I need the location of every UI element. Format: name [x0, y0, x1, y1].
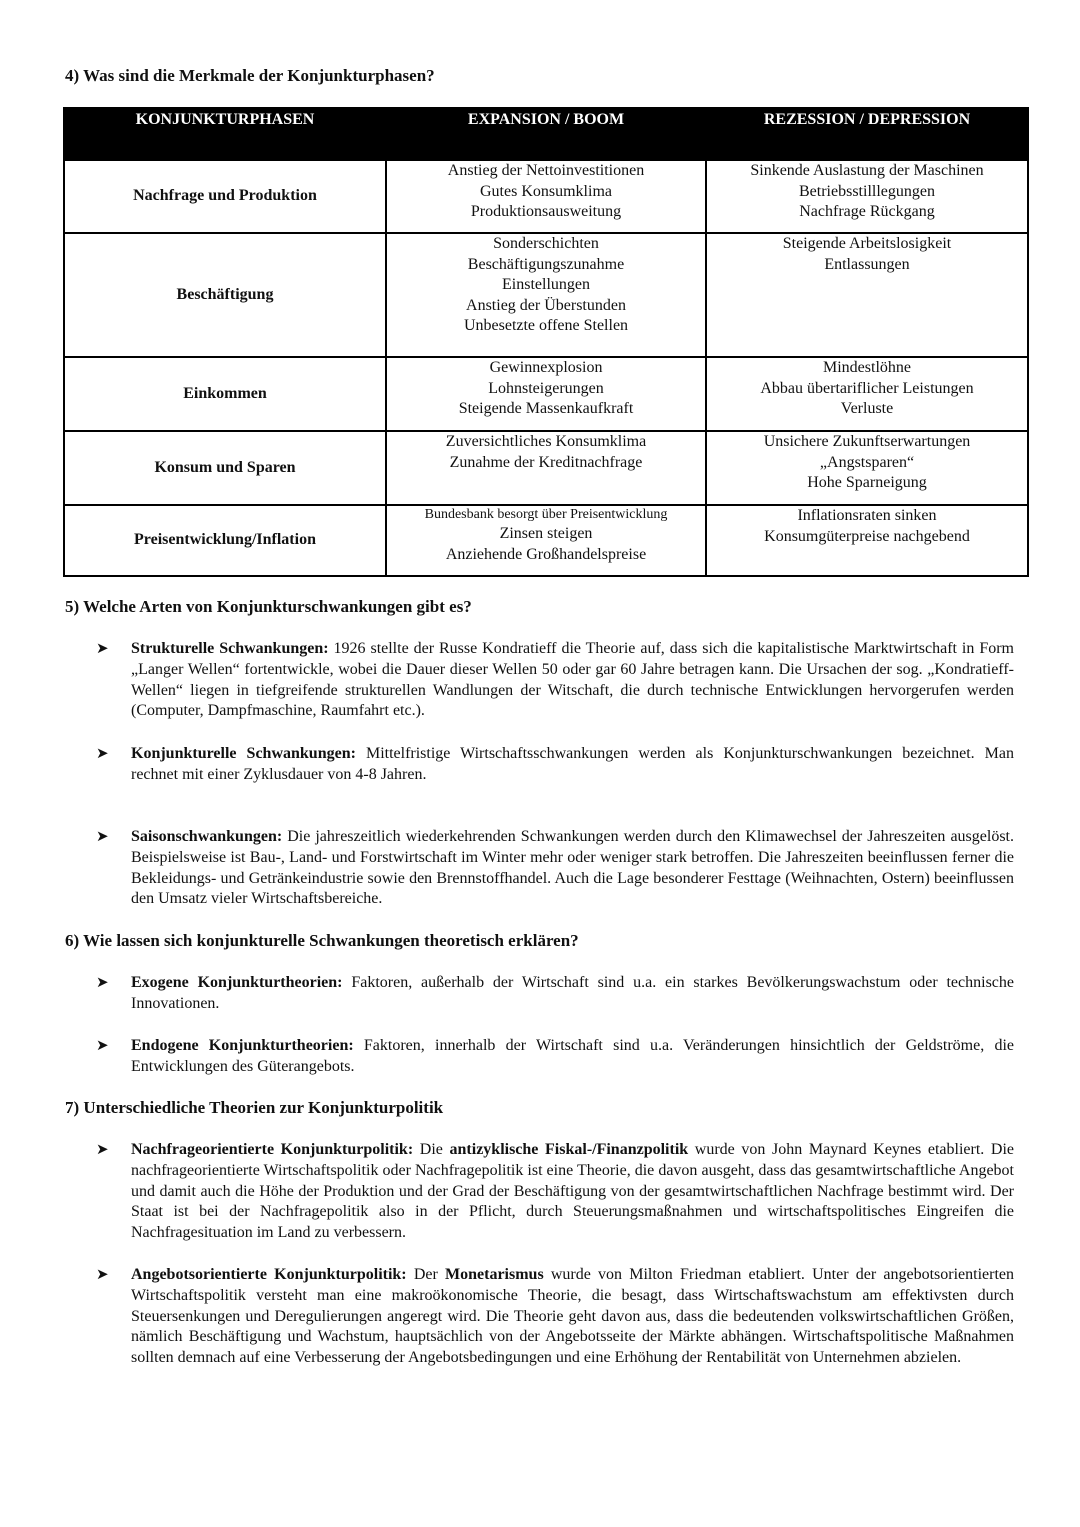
cell-line: Verluste [840, 400, 894, 417]
row-label: Einkommen [64, 357, 386, 431]
item-term: Strukturelle Schwankungen: [131, 640, 329, 657]
cell-line: Bundesbank besorgt über Preisentwicklung [424, 507, 668, 522]
item-pre: Der [406, 1266, 446, 1283]
cell-line: Unbesetzte offene Stellen [463, 317, 629, 334]
table-row [64, 505, 1028, 576]
cell-line: Gutes Konsumklima [480, 182, 612, 200]
boom-cell [386, 357, 706, 431]
cell-line: Sonderschichten [493, 235, 599, 252]
row-label: Preisentwicklung/Inflation [64, 505, 386, 576]
arrow-bullet-icon: ➤ [96, 1038, 109, 1054]
list-item [96, 744, 1014, 786]
cell-line: Abbau übertariflicher Leistungen [760, 379, 974, 397]
row-label: Beschäftigung [64, 233, 386, 357]
item-term: Nachfrageorientierte Konjunkturpolitik: [131, 1141, 414, 1158]
table-row [64, 357, 1028, 431]
cell-line: Anziehende Großhandelspreise [445, 545, 647, 563]
item-text: Die jahreszeitlich wiederkehrenden Schwankungen werden durch den Klimawechsel der Jahreszeiten ausgelöst. Beispielsweise ist Bau-, Land- und Forstwirtschaft im Winter mehr oder weniger stark betroffen. Die Jahreszeiten beeinflussen ferner die Bekleidungs- und Getränkeindustrie sowie den Brennstoffhandel. Auch die Lage besonderer Festtage (Weihnachten, Ostern) beeinflussen den Umsatz vieler Wirtschaftsbereiche. [131, 828, 1014, 908]
arrow-bullet-icon: ➤ [96, 1267, 109, 1283]
item-term: Angebotsorientierte Konjunkturpolitik: [131, 1266, 407, 1283]
cell-line: Entlassungen [824, 255, 910, 273]
item-text: Faktoren, außerhalb der Wirtschaft sind u.a. ein starkes Bevölkerungswachstum oder technische Innovationen. [131, 974, 1014, 1012]
item-pre: Die [413, 1141, 450, 1158]
cell-line: Sinkende Auslastung der Maschinen [750, 162, 984, 179]
item-text: Faktoren, innerhalb der Wirtschaft sind u.a. Veränderungen hinsichtlich der Geldströme, die Entwicklungen des Güterangebots. [131, 1037, 1014, 1075]
item-bold-term: Monetarismus [445, 1266, 544, 1283]
item-text: 1926 stellte der Russe Kondratieff die Theorie auf, dass sich die kapitalistische Marktwirtschaft in Form „Langer Wellen“ fortentwickle, wobei die Dauer dieser Wellen 50 oder gar 60 Jahre betragen kann. Die Ursachen der sog. „Kondratieff-Wellen“ liegen in tiefgreifende strukturellen Wandlungen der Witschaft, die durch technische Entwicklungen hervorgerufen werden (Computer, Dampfmaschine, Raumfahrt etc.). [131, 640, 1014, 720]
header-expansion-boom: EXPANSION / BOOM [386, 108, 706, 160]
cell-line: Steigende Massenkaufkraft [458, 400, 634, 417]
item-bold-term: antizyklische Fiskal-/Finanzpolitik [449, 1141, 689, 1158]
row-label: Nachfrage und Produktion [64, 160, 386, 233]
cell-line: Steigende Arbeitslosigkeit [782, 235, 952, 252]
table-header-row [64, 108, 1028, 160]
rezession-cell [706, 233, 1028, 357]
item-text: wurde von John Maynard Keynes etabliert. Die nachfrageorientierte Wirtschaftspolitik oder Nachfragepolitik ist eine Theorie, die davon ausgeht, dass das gesamtwirtschaftliche Angebot und damit auch die Höhe der Produktion und der Grad der Beschäftigung von der gesamtwirtschaftlichen Nachfrage bestimmt wird. Der Staat ist bei der Nachfragepolitik also in der Pflicht, durch Steuerungsmaßnahmen und wirtschaftspolitisches Eingreifen die Nachfragesituation im Land zu verbessern. [131, 1141, 1015, 1242]
row-label: Konsum und Sparen [64, 431, 386, 505]
table-row [64, 431, 1028, 505]
heading-q5: 5) Welche Arten von Konjunkturschwankungen gibt es? [65, 597, 472, 616]
cell-line: Gewinnexplosion [489, 359, 603, 376]
list-item [96, 1140, 1014, 1244]
header-konjunkturphasen: KONJUNKTURPHASEN [64, 108, 386, 160]
cell-line: Konsumgüterpreise nachgebend [764, 527, 970, 545]
rezession-cell [706, 160, 1028, 233]
cell-line: Beschäftigungszunahme [467, 255, 625, 273]
heading-q7: 7) Unterschiedliche Theorien zur Konjunkturpolitik [65, 1098, 444, 1117]
arrow-bullet-icon: ➤ [96, 746, 109, 762]
heading-q6: 6) Wie lassen sich konjunkturelle Schwankungen theoretisch erklären? [65, 931, 579, 950]
table-row [64, 233, 1028, 357]
arrow-bullet-icon: ➤ [96, 829, 109, 845]
boom-cell [386, 505, 706, 576]
item-text: Mittelfristige Wirtschaftsschwankungen werden als Konjunkturschwankungen bezeichnet. Man rechnet mit einer Zyklusdauer von 4-8 Jahren. [131, 745, 1015, 783]
item-term: Saisonschwankungen: [131, 828, 283, 845]
item-text: wurde von Milton Friedman etabliert. Unter der angebotsorientierten Wirtschaftspolitik versteht man eine makroökonomische Theorie, die besagt, dass Wirtschaftswachstum am effektivsten durch Steuersenkungen und Deregulierungen angeregt wird. Die Theorie geht davon aus, dass die bedeutenden volkswirtschaftlichen Größen, nämlich Beschäftigung und Wachstum, hauptsächlich von der Angebotsseite der Märkte abhängen. Wirtschaftspolitische Maßnahmen sollten demnach auf eine Verbesserung der Angebotsbedingungen und eine Erhöhung der Rentabilität von Unternehmen abzielen. [131, 1266, 1014, 1367]
arrow-bullet-icon: ➤ [96, 1142, 109, 1158]
rezession-cell [706, 431, 1028, 505]
cell-line: Nachfrage Rückgang [799, 203, 935, 220]
cell-line: Einstellungen [502, 276, 590, 293]
list-item [96, 827, 1014, 910]
rezession-cell [706, 505, 1028, 576]
cell-line: Hohe Sparneigung [807, 474, 927, 491]
arrow-bullet-icon: ➤ [96, 641, 109, 657]
list-item [96, 1265, 1014, 1369]
boom-cell [386, 431, 706, 505]
item-term: Exogene Konjunkturtheorien: [131, 974, 343, 991]
arrow-bullet-icon: ➤ [96, 975, 109, 991]
item-term: Konjunkturelle Schwankungen: [131, 745, 356, 762]
table-row [64, 160, 1028, 233]
cell-line: Zunahme der Kreditnachfrage [449, 453, 643, 471]
cell-line: Unsichere Zukunftserwartungen [763, 433, 971, 450]
heading-q4: 4) Was sind die Merkmale der Konjunkturphasen? [65, 66, 435, 85]
item-term: Endogene Konjunkturtheorien: [131, 1037, 354, 1054]
cell-line: Mindestlöhne [823, 359, 911, 376]
cell-line: Anstieg der Nettoinvestitionen [447, 162, 645, 179]
cell-line: Lohnsteigerungen [488, 379, 604, 397]
header-rezession-depression: REZESSION / DEPRESSION [706, 108, 1028, 160]
cell-line: „Angstsparen“ [819, 453, 915, 471]
cell-line: Inflationsraten sinken [797, 507, 937, 524]
boom-cell [386, 233, 706, 357]
cell-line: Produktionsausweitung [470, 203, 622, 220]
cell-line: Zinsen steigen [499, 525, 593, 542]
cell-line: Zuversichtliches Konsumklima [445, 433, 647, 450]
list-item [96, 1036, 1014, 1078]
rezession-cell [706, 357, 1028, 431]
list-item [96, 973, 1014, 1015]
konjunkturphasen-table [63, 107, 1029, 577]
cell-line: Anstieg der Überstunden [466, 296, 626, 314]
boom-cell [386, 160, 706, 233]
cell-line: Betriebsstilllegungen [799, 182, 935, 200]
list-item [96, 639, 1014, 722]
